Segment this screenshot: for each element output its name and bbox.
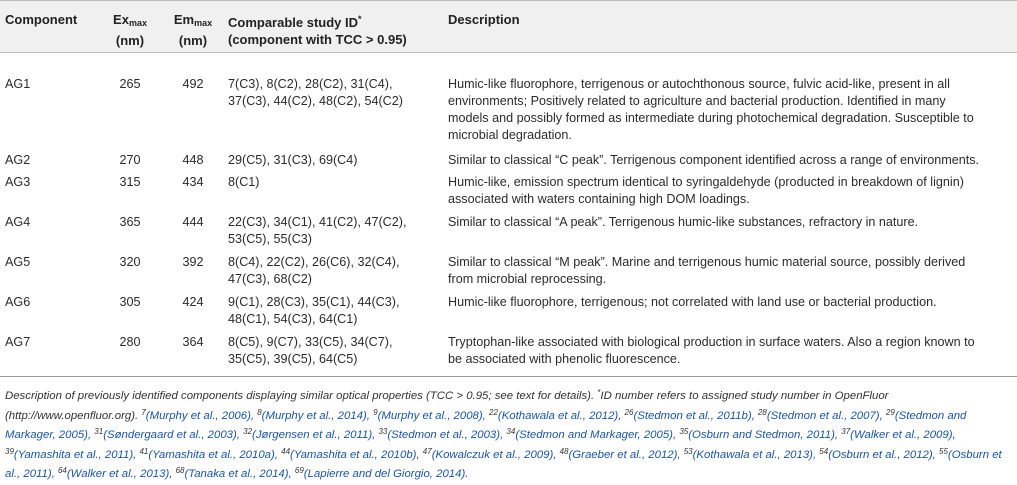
cell-component: AG5 bbox=[5, 255, 31, 269]
reference-citation[interactable]: (Graeber et al., 2012), bbox=[568, 448, 684, 461]
cell-description bbox=[448, 76, 974, 144]
header-ex-label: Ex bbox=[113, 12, 129, 27]
reference-citation[interactable]: (Murphy et al., 2006), bbox=[145, 409, 258, 422]
study-line: 29(C5), 31(C3), 69(C4) bbox=[228, 153, 358, 167]
description-line: from microbial reprocessing. bbox=[448, 272, 607, 286]
cell-component: AG4 bbox=[5, 215, 31, 229]
cell-ex: 315 bbox=[119, 175, 141, 189]
reference-citation[interactable]: (Tanaka et al., 2014), bbox=[184, 468, 295, 480]
footnote-references bbox=[5, 407, 1002, 481]
header-study-line1: Comparable study ID bbox=[228, 15, 359, 30]
header-ex-sub: max bbox=[128, 18, 147, 28]
reference-number: 41 bbox=[139, 446, 149, 456]
reference-citation[interactable]: (Murphy et al., 2008), bbox=[377, 409, 489, 422]
footnote-intro-rest: ID number refers to assigned study number in OpenFluor (http://www.openfluor.org). bbox=[5, 390, 889, 422]
cell-ex: 270 bbox=[119, 153, 141, 167]
reference-number: 34 bbox=[506, 427, 516, 436]
reference-number: 69 bbox=[294, 466, 304, 475]
cell-ex: 320 bbox=[119, 255, 141, 269]
description-line: Humic-like fluorophore, terrigenous; not correlated with land use or bacterial production. bbox=[448, 295, 937, 309]
reference-number: 9 bbox=[373, 407, 378, 417]
reference-citation[interactable]: (Osburn and Stedmon, 2011), bbox=[688, 429, 842, 441]
reference-number: 37 bbox=[841, 427, 851, 436]
reference-number: 39 bbox=[5, 446, 14, 456]
reference-number: 33 bbox=[378, 427, 388, 436]
reference-citation[interactable]: (Yamashita et al., 2010b), bbox=[290, 448, 423, 461]
cell-em: 424 bbox=[182, 295, 204, 309]
reference-number: 28 bbox=[757, 407, 767, 417]
table-footnote bbox=[5, 385, 1013, 483]
cell-em: 444 bbox=[182, 215, 204, 229]
reference-citation[interactable]: (Kothawala et al., 2013), bbox=[692, 448, 820, 461]
cell-study bbox=[228, 174, 260, 191]
cell-em: 434 bbox=[182, 175, 204, 189]
reference-citation[interactable]: (Stedmon et al., 2007), bbox=[766, 409, 886, 422]
study-line: 48(C1), 54(C3), 64(C1) bbox=[228, 312, 358, 326]
reference-citation[interactable]: (Jørgensen et al., 2011), bbox=[252, 429, 379, 441]
reference-citation[interactable]: (Stedmon et al., 2003), bbox=[387, 429, 507, 441]
header-study-id bbox=[228, 11, 407, 48]
reference-citation[interactable]: (Stedmon et al., 2011b), bbox=[633, 409, 758, 422]
reference-citation[interactable]: (Yamashita et al., 2010a), bbox=[148, 448, 282, 461]
cell-component: AG6 bbox=[5, 295, 31, 309]
cell-ex: 265 bbox=[119, 77, 141, 91]
reference-number: 26 bbox=[624, 407, 634, 417]
reference-citation[interactable]: (Stedmon and Markager, 2005), bbox=[515, 429, 680, 441]
description-line: Similar to classical “A peak”. Terrigenous humic-like substances, refractory in nature. bbox=[448, 215, 919, 229]
study-line: 8(C4), 22(C2), 26(C6), 32(C4), bbox=[228, 255, 400, 269]
reference-citation[interactable]: (Kothawala et al., 2012), bbox=[497, 409, 625, 422]
description-line: be associated with phenolic fluorescence. bbox=[448, 352, 681, 366]
cell-description bbox=[448, 214, 918, 231]
cell-em: 492 bbox=[182, 77, 204, 91]
header-component: Component bbox=[5, 12, 78, 27]
reference-number: 32 bbox=[243, 427, 253, 436]
reference-citation[interactable]: (Yamashita et al., 2011), bbox=[13, 448, 140, 461]
reference-number: 22 bbox=[489, 407, 498, 417]
header-ex-unit: (nm) bbox=[115, 33, 145, 48]
reference-citation[interactable]: (Kowalczuk et al., 2009), bbox=[431, 448, 560, 461]
reference-citation[interactable]: (Stedmon and Markager, 2005), bbox=[5, 409, 967, 441]
reference-citation[interactable]: (Søndergaard et al., 2003), bbox=[103, 429, 244, 441]
cell-study bbox=[228, 334, 392, 368]
header-em-label: Em bbox=[173, 12, 195, 27]
study-line: 8(C1) bbox=[228, 175, 260, 189]
table-bottom-rule bbox=[0, 376, 1017, 377]
header-em-sub: max bbox=[194, 18, 213, 28]
cell-study bbox=[228, 76, 403, 110]
header-em-max bbox=[168, 11, 218, 49]
reference-citation[interactable]: (Osburn et al., 2012), bbox=[828, 448, 939, 461]
cell-component: AG7 bbox=[5, 335, 31, 349]
cell-study bbox=[228, 214, 406, 248]
reference-citation[interactable]: (Walker et al., 2013), bbox=[66, 468, 176, 480]
reference-number: 44 bbox=[281, 446, 291, 456]
header-study-line2: (component with TCC > 0.95) bbox=[228, 32, 407, 47]
cell-ex: 280 bbox=[119, 335, 141, 349]
cell-description bbox=[448, 254, 965, 288]
header-em-unit: (nm) bbox=[178, 33, 208, 48]
description-line: Humic-like, emission spectrum identical to syringaldehyde (producted in breakdown of lignin) bbox=[448, 175, 964, 189]
table-header bbox=[0, 0, 1017, 53]
reference-number: 55 bbox=[939, 446, 948, 456]
description-line: Similar to classical “C peak”. Terrigenous component identified across a range of environments. bbox=[448, 153, 980, 167]
study-line: 35(C5), 39(C5), 64(C5) bbox=[228, 352, 358, 366]
reference-number: 64 bbox=[57, 466, 67, 475]
cell-study bbox=[228, 152, 357, 169]
reference-citation[interactable]: (Lapierre and del Giorgio, 2014). bbox=[303, 468, 469, 480]
reference-number: 54 bbox=[819, 446, 829, 456]
cell-study bbox=[228, 254, 399, 288]
cell-description bbox=[448, 334, 975, 368]
cell-em: 448 bbox=[182, 153, 204, 167]
cell-description bbox=[448, 152, 979, 169]
cell-ex: 305 bbox=[119, 295, 141, 309]
description-line: Humic-like fluorophore, terrigenous or autochthonous source, fulvic acid-like, present in all bbox=[448, 77, 950, 91]
study-line: 9(C1), 28(C3), 35(C1), 44(C3), bbox=[228, 295, 400, 309]
header-description: Description bbox=[448, 12, 520, 27]
reference-number: 53 bbox=[683, 446, 693, 456]
reference-number: 7 bbox=[141, 407, 146, 417]
cell-description bbox=[448, 174, 964, 208]
description-line: models and possibly formed as intermediate during photochemical degradation. Susceptible to bbox=[448, 111, 974, 125]
cell-component: AG2 bbox=[5, 153, 31, 167]
study-line: 47(C3), 68(C2) bbox=[228, 272, 312, 286]
description-line: associated with waters containing high DOM loadings. bbox=[448, 192, 750, 206]
header-study-sup: * bbox=[358, 14, 362, 24]
cell-component: AG1 bbox=[5, 77, 31, 91]
cell-study bbox=[228, 294, 399, 328]
cell-em: 392 bbox=[182, 255, 204, 269]
header-ex-max bbox=[106, 11, 154, 49]
description-line: Similar to classical “M peak”. Marine and terrigenous humic material source, possibly derived bbox=[448, 255, 966, 269]
study-line: 7(C3), 8(C2), 28(C2), 31(C4), bbox=[228, 77, 393, 91]
reference-citation[interactable]: (Walker et al., 2009), bbox=[850, 429, 956, 441]
reference-number: 35 bbox=[679, 427, 689, 436]
description-line: microbial degradation. bbox=[448, 128, 572, 142]
description-line: environments; Positively related to agriculture and bacterial production. Identified in many bbox=[448, 94, 946, 108]
reference-citation[interactable]: (Murphy et al., 2014), bbox=[261, 409, 374, 422]
reference-number: 31 bbox=[94, 427, 104, 436]
reference-number: 68 bbox=[175, 466, 185, 475]
cell-ex: 365 bbox=[119, 215, 141, 229]
cell-description bbox=[448, 294, 937, 311]
footnote-star: * bbox=[597, 388, 601, 397]
cell-em: 364 bbox=[182, 335, 204, 349]
footnote-intro: Description of previously identified components displaying similar optical properties (TCC > 0.95; see text for details). bbox=[5, 390, 598, 402]
reference-citation[interactable]: (Osburn et al., 2011), bbox=[5, 448, 1002, 480]
reference-number: 48 bbox=[559, 446, 569, 456]
reference-number: 8 bbox=[257, 407, 262, 417]
study-line: 53(C5), 55(C3) bbox=[228, 232, 312, 246]
study-line: 37(C3), 44(C2), 48(C2), 54(C2) bbox=[228, 94, 403, 108]
reference-number: 29 bbox=[885, 407, 895, 417]
cell-component: AG3 bbox=[5, 175, 31, 189]
reference-number: 47 bbox=[422, 446, 432, 456]
description-line: Tryptophan-like associated with biological production in surface waters. Also a region known to bbox=[448, 335, 975, 349]
study-line: 8(C5), 9(C7), 33(C5), 34(C7), bbox=[228, 335, 393, 349]
study-line: 22(C3), 34(C1), 41(C2), 47(C2), bbox=[228, 215, 407, 229]
